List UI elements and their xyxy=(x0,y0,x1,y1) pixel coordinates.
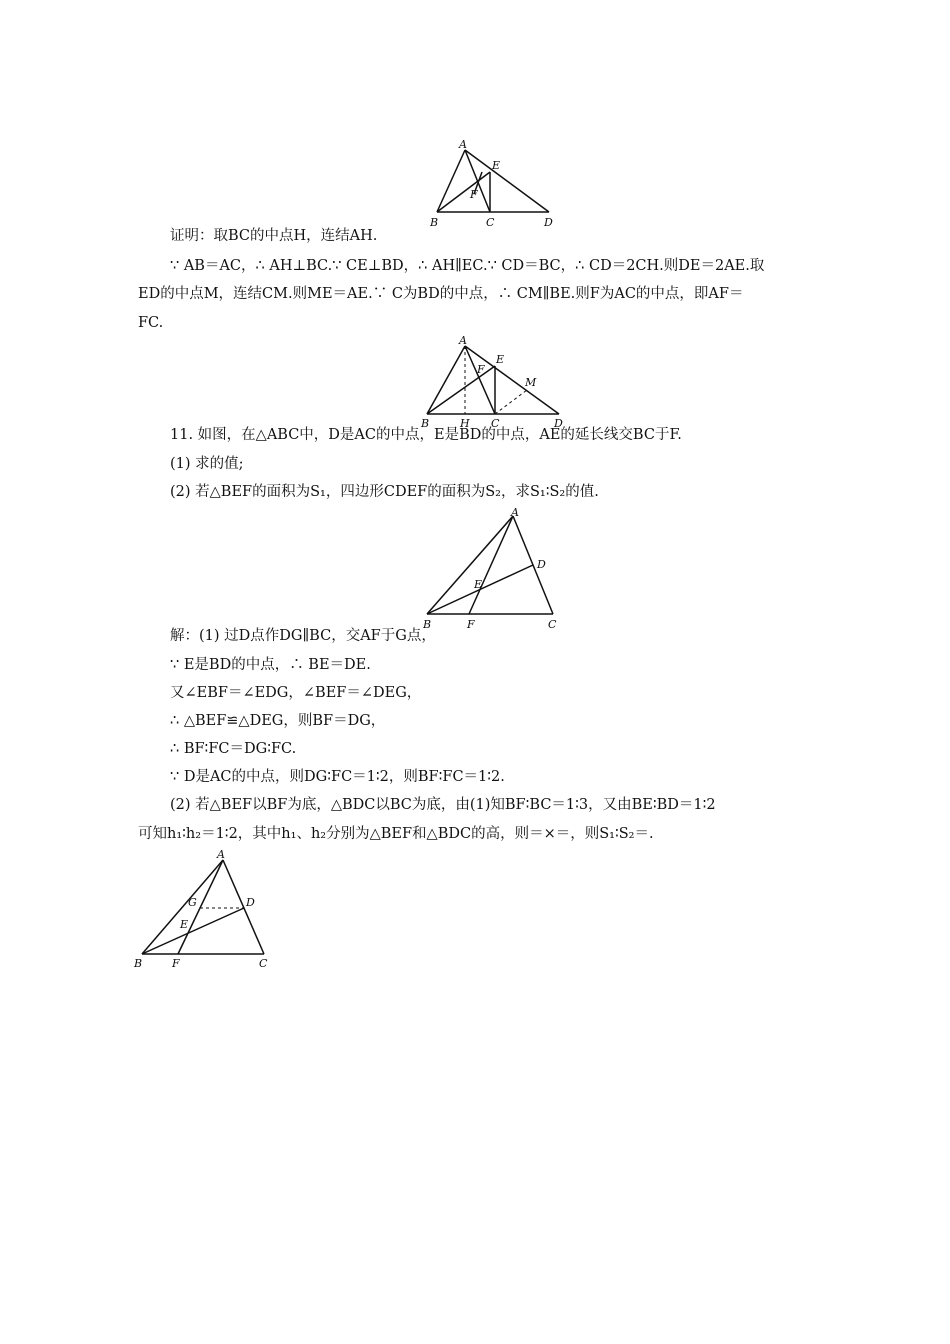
fig2-label-m: M xyxy=(525,376,537,389)
fig1-label-c: C xyxy=(486,216,495,229)
figure-4-triangle-with-dg xyxy=(130,846,280,970)
fig4-label-c: C xyxy=(259,957,268,970)
proof-line-2: ∵ AB＝AC，∴ AH⊥BC.∵ CE⊥BD，∴ AH∥EC.∵ CD＝BC，∴ CD＝2CH.则DE＝2AE.取 xyxy=(170,258,765,274)
solution-line-1: 解：(1) 过D点作DG∥BC，交AF于G点， xyxy=(170,628,436,644)
fig3-label-b: B xyxy=(423,618,432,630)
figure-1-triangle xyxy=(425,138,565,230)
solution-line-5: ∴ BF∶FC＝DG∶FC. xyxy=(170,741,297,757)
solution-line-4: ∴ △BEF≌△DEG，则BF＝DG， xyxy=(170,713,386,729)
fig2-label-d: D xyxy=(554,417,563,430)
fig4-label-d: D xyxy=(246,896,255,909)
fig2-label-e: E xyxy=(496,353,505,366)
fig3-label-e: E xyxy=(474,578,483,591)
proof-line-3: ED的中点M，连结CM.则ME＝AE.∵ C为BD的中点，∴ CM∥BE.则F为AC的中点，即AF＝ xyxy=(138,286,744,302)
figure-2-triangle-construction xyxy=(415,334,575,430)
fig3-label-a: A xyxy=(511,506,519,519)
solution-line-7: (2) 若△BEF以BF为底，△BDC以BC为底，由(1)知BF∶BC＝1∶3，又由BE∶BD＝1∶2 xyxy=(170,797,716,813)
solution-line-3: 又∠EBF＝∠EDG，∠BEF＝∠DEG， xyxy=(170,685,422,701)
fig2-label-f: F xyxy=(477,363,485,376)
fig1-label-f: F xyxy=(470,188,478,201)
solution-line-2: ∵ E是BD的中点，∴ BE＝DE. xyxy=(170,657,371,673)
fig4-label-a: A xyxy=(217,848,225,861)
fig4-label-f: F xyxy=(172,957,180,970)
fig4-label-b: B xyxy=(134,957,143,970)
fig4-label-g: G xyxy=(188,896,197,909)
fig1-label-b: B xyxy=(430,216,439,229)
fig3-label-d: D xyxy=(537,558,546,571)
fig1-label-e: E xyxy=(492,159,501,172)
fig2-label-a: A xyxy=(459,334,467,347)
fig2-label-b: B xyxy=(421,417,430,430)
fig4-label-e: E xyxy=(180,918,189,931)
proof-line-4: FC. xyxy=(138,315,164,331)
fig1-label-d: D xyxy=(544,216,553,229)
solution-line-8: 可知h₁∶h₂＝1∶2，其中h₁、h₂分别为△BEF和△BDC的高，则＝×＝，则S₁∶S₂＝. xyxy=(138,826,654,842)
question-11-part-1: (1) 求的值; xyxy=(170,456,244,472)
question-11-part-2: (2) 若△BEF的面积为S₁，四边形CDEF的面积为S₂，求S₁∶S₂的值. xyxy=(170,484,599,500)
fig2-label-h: H xyxy=(460,417,470,430)
solution-line-6: ∵ D是AC的中点，则DG∶FC＝1∶2，则BF∶FC＝1∶2. xyxy=(170,769,505,785)
fig3-label-f: F xyxy=(467,618,475,630)
fig3-label-c: C xyxy=(548,618,557,630)
question-11-stem: 11. 如图，在△ABC中，D是AC的中点，E是BD的中点，AE的延长线交BC于F. xyxy=(170,427,682,443)
proof-line-1: 证明：取BC的中点H，连结AH. xyxy=(170,228,378,244)
figure-3-triangle xyxy=(415,504,575,630)
fig1-label-a: A xyxy=(459,138,467,151)
fig2-label-c: C xyxy=(491,417,500,430)
